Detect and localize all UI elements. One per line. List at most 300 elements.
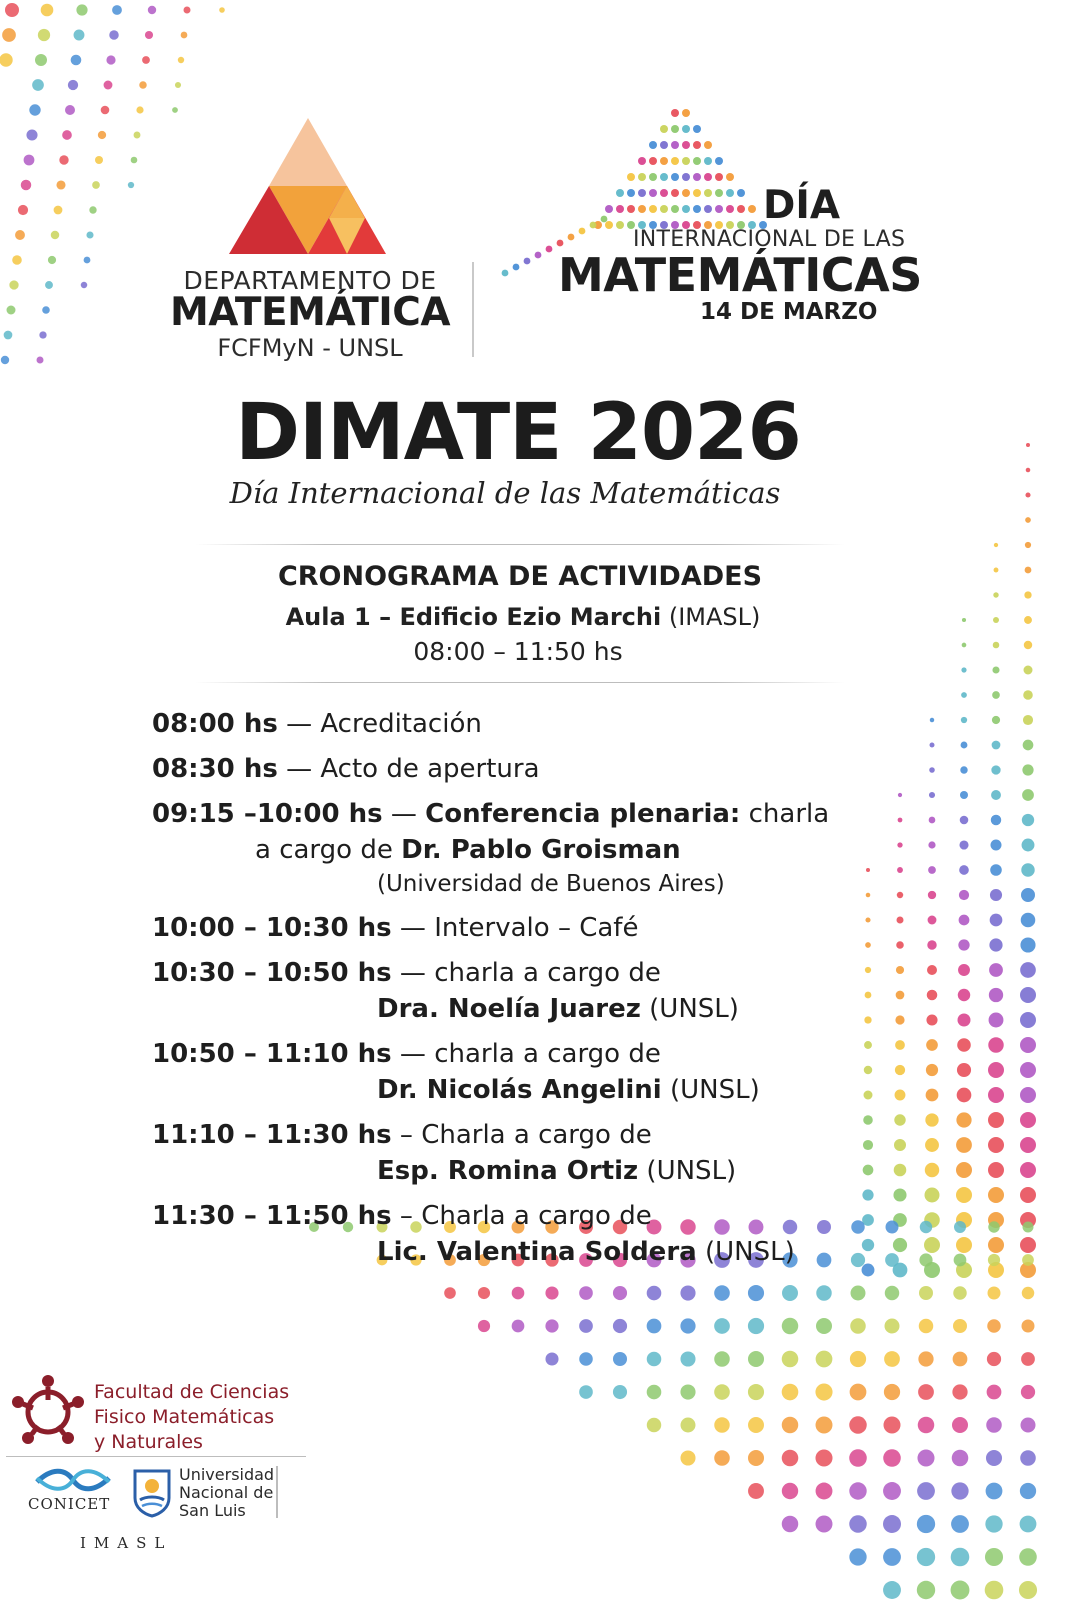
decor-dot [748,1318,764,1334]
decor-dot [864,1041,872,1049]
decor-dot [782,1384,799,1401]
decor-dot [958,964,970,976]
decor-dot [883,1581,901,1599]
decor-dot [1020,1087,1036,1103]
decor-dot [863,1165,874,1176]
schedule-item-continuation [152,1153,852,1189]
decor-dot [568,234,575,241]
decor-dot [478,1320,490,1332]
decor-dot [98,131,106,139]
decor-dot [1025,517,1031,523]
decor-dot [958,989,970,1001]
decor-dot [524,258,531,265]
decor-dot [512,1320,525,1333]
decor-dot [638,189,646,197]
decor-dot [894,1139,906,1151]
decor-dot [1023,690,1033,700]
decor-dot [782,1318,799,1335]
decor-dot [926,1039,938,1051]
decor-dot [682,157,690,165]
conicet-label: CONICET [28,1495,111,1513]
decor-dot [682,141,690,149]
decor-dot [1025,492,1030,497]
faculty-name-line: Facultad de Ciencias [94,1381,290,1403]
decor-dot [917,1482,935,1500]
decor-dot [38,29,50,41]
decor-dot [579,1385,593,1399]
decor-dot [850,1351,866,1367]
decor-dot [68,80,78,90]
decor-dot [693,125,701,133]
decor-dot [693,141,701,149]
decor-dot [613,1286,627,1300]
decor-dot [961,742,968,749]
decor-dot [74,30,85,41]
decor-dot [638,205,646,213]
decor-dot [850,1318,866,1334]
decor-dot [898,818,903,823]
decor-dot [616,189,624,197]
decor-dot [101,106,110,115]
decor-dot [929,792,935,798]
decor-dot [883,1416,900,1433]
decor-dot [704,205,712,213]
decor-dot [1019,1548,1037,1566]
decor-dot [660,189,668,197]
event-time: 08:00 hs [152,709,278,739]
decor-dot [960,791,968,799]
decor-dot [12,255,22,265]
decor-dot [512,1287,525,1300]
decor-dot [920,1221,932,1233]
decor-dot [7,306,16,315]
decor-dot [715,173,723,181]
faculty-people-icon [6,1372,90,1452]
decor-dot [35,54,47,66]
decor-dot [671,157,679,165]
decor-dot [849,1449,867,1467]
decor-dot [850,1384,867,1401]
decor-dot [918,1351,933,1366]
conicet-logo [28,1466,118,1516]
schedule-item-continuation [152,1234,852,1270]
decor-dot [896,941,904,949]
decor-dot [988,1137,1004,1153]
decor-dot [987,1319,1001,1333]
decor-dot [693,189,701,197]
decor-dot [898,793,902,797]
decor-dot [985,1548,1003,1566]
decor-dot [647,1319,662,1334]
decor-dot [139,81,147,89]
decor-dot [86,231,93,238]
decor-dot [849,1416,866,1433]
decor-dot [704,189,712,197]
decor-dot [893,1188,906,1201]
decor-dot [671,205,679,213]
decor-dot [546,246,553,253]
decor-dot [895,1065,905,1075]
divider-top [195,544,845,545]
decor-dot [886,1221,899,1234]
decor-dot [1021,1385,1035,1399]
decor-dot [917,1548,935,1566]
decor-dot [956,1237,972,1253]
event-speaker: Lic. Valentina Soldera [377,1237,697,1267]
decor-dot [39,331,46,338]
decor-dot [89,206,96,213]
decor-dot [992,666,999,673]
decor-dot [178,57,184,63]
decor-dot [109,30,119,40]
decor-dot [988,1287,1001,1300]
decor-dot [1021,888,1035,902]
event-logo [495,105,922,335]
decor-dot [1022,1254,1034,1266]
decor-dot [816,1483,833,1500]
decor-dot [671,141,679,149]
decor-dot [682,205,690,213]
decor-dot [726,173,734,181]
decor-dot [714,1351,730,1367]
event-affiliation: (UNSL) [661,1075,760,1105]
decor-dot [988,1187,1004,1203]
decor-dot [863,1140,873,1150]
decor-dot [65,105,75,115]
event-logo-line-2: INTERNACIONAL DE LAS [633,227,906,252]
decor-dot [862,1189,873,1200]
decor-dot [1020,1162,1036,1178]
decor-dot [883,1482,901,1500]
decor-dot [952,1384,967,1399]
decor-dot [960,816,969,825]
decor-dot [1020,1187,1036,1203]
decor-dot [671,109,679,117]
decor-dot [680,1450,695,1465]
decor-dot [952,1417,968,1433]
decor-dot [660,125,668,133]
decor-dot [989,963,1003,977]
schedule-item [152,1117,852,1153]
decor-dot [545,1352,558,1365]
decor-dot [928,841,935,848]
decor-dot [926,1014,937,1025]
page-subtitle: Día Internacional de las Matemáticas [229,476,781,510]
decor-dot [816,1351,833,1368]
decor-dot [896,966,904,974]
event-separator: — [391,913,435,943]
decor-dot [1020,1483,1036,1499]
decor-dot [5,3,19,17]
decor-dot [957,1063,971,1077]
decor-dot [865,942,871,948]
decor-dot [782,1417,798,1433]
decor-dot [925,1188,940,1203]
event-time: 10:00 – 10:30 hs [152,913,392,943]
schedule-item-continuation [152,1072,852,1108]
event-separator: – [391,1201,422,1231]
decor-dot [175,82,181,88]
decor-dot [897,892,903,898]
decor-dot [748,1417,764,1433]
decor-dot [62,130,72,140]
decor-dot [991,815,1001,825]
department-line-2: MATEMÁTICA [169,290,451,335]
decor-dot [726,205,734,213]
decor-dot [951,1482,968,1499]
decor-dot [816,1417,833,1434]
decor-dot [682,125,690,133]
unsl-shield-icon [132,1468,172,1518]
decor-dot [918,1417,935,1434]
department-line-1: DEPARTAMENTO DE [183,266,437,295]
unsl-logo [132,1464,282,1524]
decor-dot [961,692,967,698]
decor-dot [84,257,91,264]
decor-dot [927,990,938,1001]
decor-dot [863,1115,873,1125]
event-affiliation: (Universidad de Buenos Aires) [377,871,725,897]
decor-dot [816,1285,831,1300]
decor-dot [1020,937,1035,952]
decor-dot [928,891,936,899]
decor-dot [145,31,153,39]
decor-dot [142,56,150,64]
decor-dot [991,765,1000,774]
event-description: a cargo de [255,835,402,865]
event-time: 10:30 – 10:50 hs [152,958,392,988]
decor-dot [992,741,1001,750]
event-description: Acreditación [320,709,482,739]
decor-dot [1022,789,1034,801]
decor-dot [112,5,122,15]
imasl-label: IMASL [80,1534,173,1552]
event-speaker: Dr. Nicolás Angelini [377,1075,662,1105]
decor-dot [988,1162,1004,1178]
decor-dot [535,252,542,259]
event-description: Intervalo – Café [434,913,639,943]
event-separator: — [277,709,321,739]
decor-dot [106,55,115,64]
decor-dot [851,1220,864,1233]
decor-dot [864,1066,872,1074]
decor-dot [884,1351,900,1367]
decor-dot [919,1286,933,1300]
decor-dot [660,205,668,213]
decor-dot [1023,740,1034,751]
decor-dot [862,1239,874,1251]
decor-dot [29,104,40,115]
decor-dot [647,1385,662,1400]
decor-dot [649,173,657,181]
event-separator: – [391,1120,422,1150]
decor-dot [782,1285,798,1301]
event-separator: — [391,1039,435,1069]
decor-dot [883,1515,901,1533]
decor-dot [895,1040,905,1050]
decor-dot [579,1286,593,1300]
decor-dot [41,4,54,17]
decor-dot [1020,1417,1035,1432]
decor-dot [988,1037,1003,1052]
decor-dot [693,157,701,165]
event-logo-line-3: MATEMÁTICAS [558,248,922,302]
decor-dot [1021,913,1036,928]
decor-dot [885,1253,899,1267]
decor-dot [128,182,134,188]
decor-dot [988,1254,1000,1266]
decor-dot [76,4,87,15]
event-highlight: Conferencia plenaria: [425,799,741,829]
decor-dot [865,992,872,999]
decor-dot [961,717,967,723]
decor-dot [1022,1287,1034,1299]
decor-dot [18,205,28,215]
decor-dot [865,967,871,973]
decor-dot [714,1285,730,1301]
decor-dot [579,228,586,235]
decor-dot [956,1187,972,1203]
decor-dot [1025,542,1031,548]
decor-dot [671,173,679,181]
decor-dot [952,1450,969,1467]
decor-dot [48,256,56,264]
decor-dot [815,1449,832,1466]
decor-dot [925,1113,938,1126]
decor-dot [616,205,624,213]
decor-dot [579,1352,593,1366]
faculty-name-line: Fisico Matemáticas [94,1406,275,1428]
decor-dot [693,205,701,213]
unsl-name [179,1466,274,1520]
decor-dot [737,189,745,197]
decor-dot [956,1112,971,1127]
decor-dot [649,205,657,213]
event-logo-date: 14 DE MARZO [700,299,878,325]
decor-dot [32,79,44,91]
decor-dot [989,1013,1004,1028]
decor-dot [660,173,668,181]
conicet-wave-icon [33,1466,113,1494]
decor-dot [951,1515,969,1533]
decor-dot [680,1351,695,1366]
decor-dot [647,1352,662,1367]
decor-dot [893,1238,907,1252]
decor-dot [1022,839,1035,852]
faculty-name-line: y Naturales [94,1431,203,1453]
decor-dot [959,840,968,849]
decor-dot [988,1062,1004,1078]
decor-dot [748,1450,764,1466]
decor-dot [988,1221,999,1232]
department-logo [160,118,460,363]
decor-dot [897,867,903,873]
decor-dot [590,222,597,229]
decor-dot [958,1014,971,1027]
decor-dot [897,917,904,924]
decor-dot [992,691,1000,699]
schedule-title: CRONOGRAMA DE ACTIVIDADES [277,561,763,592]
decor-dot [1020,1237,1036,1253]
schedule-item-continuation [152,832,852,868]
decor-dot [45,281,53,289]
decor-dot [991,790,1001,800]
decor-dot [926,1089,939,1102]
decor-dot [954,1254,967,1267]
event-speaker: Dr. Pablo Groisman [401,835,681,865]
decor-dot [649,189,657,197]
decor-dot [895,1015,904,1024]
decor-dot [714,1384,730,1400]
decor-dot [56,180,65,189]
decor-dot [748,1285,764,1301]
unsl-name-line: San Luis [179,1501,246,1520]
decor-dot [918,1384,934,1400]
decor-dot [956,1137,972,1153]
decor-dot [782,1483,798,1499]
decor-dot [989,988,1003,1002]
decor-dot [54,206,63,215]
schedule-place-institute: (IMASL) [661,603,761,631]
decor-dot [42,306,50,314]
decor-dot [896,991,905,1000]
decor-dot [1021,863,1034,876]
decor-dot [988,1112,1004,1128]
decor-dot [930,718,934,722]
decor-dot [959,865,969,875]
decor-dot [1024,666,1033,675]
event-time: 11:10 – 11:30 hs [152,1120,392,1150]
decor-dot [959,915,970,926]
decor-dot [919,1319,934,1334]
event-description: Charla a cargo de [421,1120,652,1150]
decor-dot [919,1253,932,1266]
decor-dot [951,1581,970,1600]
decor-dot [181,32,188,39]
decor-dot [929,817,936,824]
decor-dot [4,331,13,340]
decor-dot [986,1417,1002,1433]
decor-dot [849,1482,866,1499]
event-separator: — [277,754,321,784]
decor-dot [37,357,44,364]
decor-dot [959,890,969,900]
decor-dot [953,1286,966,1299]
decor-dot [136,106,143,113]
event-affiliation: (UNSL) [638,1156,737,1186]
decor-dot [782,1351,799,1368]
decor-dot [1020,1112,1036,1128]
unsl-name-line: Nacional de [179,1483,274,1502]
event-description: charla a cargo de [434,958,661,988]
decor-dot [681,1418,696,1433]
decor-dot [616,221,624,229]
decor-dot [957,1038,971,1052]
decor-dot [172,107,178,113]
decor-dot [1022,764,1033,775]
decor-dot [815,1383,832,1400]
decor-dot [557,240,564,247]
decor-dot [990,914,1003,927]
decor-dot [613,1352,627,1366]
decor-dot [1020,1450,1036,1466]
schedule-item [152,1198,852,1234]
decor-dot [958,939,969,950]
schedule-place [0,603,1046,631]
decor-dot [15,230,25,240]
schedule-item-continuation [152,991,852,1027]
decor-dot [851,1253,865,1267]
